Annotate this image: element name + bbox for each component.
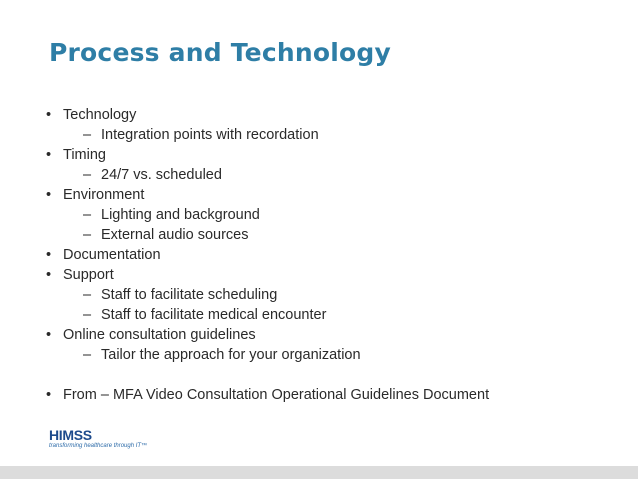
list-item (46, 205, 626, 225)
sub-bullet-text: Tailor the approach for your organization (101, 347, 361, 363)
himss-logo (49, 428, 147, 450)
dash-icon: – (83, 207, 92, 223)
list-item (46, 125, 626, 145)
bullet-text: Support (63, 267, 114, 283)
logo-tagline: transforming healthcare through IT™ (49, 443, 148, 449)
bullet-text: Technology (63, 107, 137, 123)
dash-icon: – (83, 127, 92, 143)
bullet-list (46, 105, 626, 405)
list-item (46, 145, 626, 165)
slide-title: Process and Technology (49, 38, 391, 67)
bullet-icon: • (46, 247, 52, 263)
list-item (46, 245, 626, 265)
list-item (46, 225, 626, 245)
bullet-text: Online consultation guidelines (63, 327, 256, 343)
list-item (46, 285, 626, 305)
list-item (46, 385, 626, 405)
dash-icon: – (83, 347, 92, 363)
sub-bullet-text: Lighting and background (101, 207, 260, 223)
footer-bar (0, 466, 638, 479)
bullet-icon: • (46, 267, 52, 283)
bullet-text: From – MFA Video Consultation Operational Guidelines Document (63, 387, 490, 403)
bullet-text: Environment (63, 187, 145, 203)
bullet-icon: • (46, 187, 52, 203)
bullet-text: Documentation (63, 247, 161, 263)
list-item (46, 185, 626, 205)
list-item (46, 165, 626, 185)
list-item (46, 105, 626, 125)
logo-wordmark: HIMSS (49, 427, 92, 443)
dash-icon: – (83, 167, 92, 183)
list-item (46, 305, 626, 325)
list-item (46, 345, 626, 365)
sub-bullet-text: Integration points with recordation (101, 127, 319, 143)
bullet-icon: • (46, 147, 52, 163)
list-item (46, 265, 626, 285)
sub-bullet-text: External audio sources (101, 227, 249, 243)
sub-bullet-text: Staff to facilitate medical encounter (101, 307, 327, 323)
dash-icon: – (83, 227, 92, 243)
spacer (46, 365, 626, 385)
list-item (46, 325, 626, 345)
bullet-icon: • (46, 387, 52, 403)
sub-bullet-text: Staff to facilitate scheduling (101, 287, 278, 303)
bullet-text: Timing (63, 147, 106, 163)
dash-icon: – (83, 287, 92, 303)
bullet-icon: • (46, 327, 52, 343)
sub-bullet-text: 24/7 vs. scheduled (101, 167, 222, 183)
dash-icon: – (83, 307, 92, 323)
bullet-icon: • (46, 107, 52, 123)
